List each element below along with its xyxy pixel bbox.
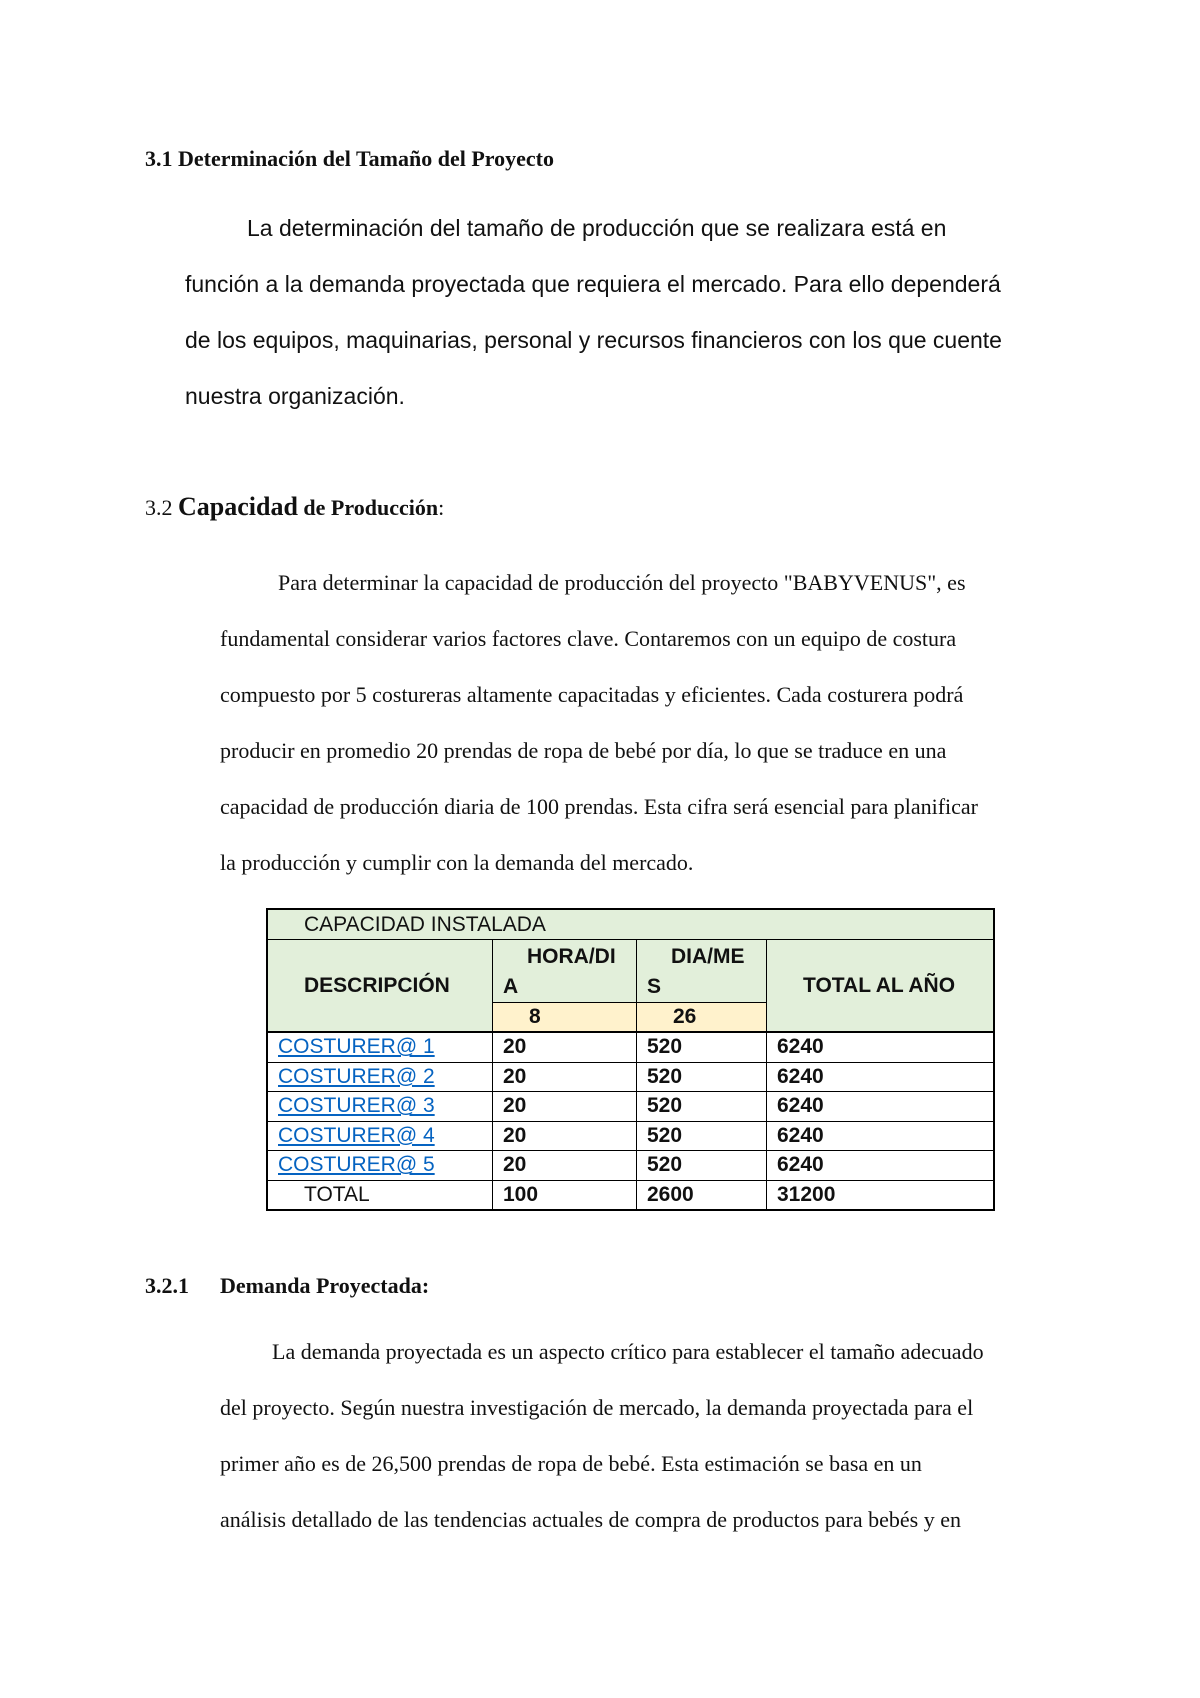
header-days-bottom: S (647, 975, 662, 998)
heading-capacidad: Capacidad (178, 492, 298, 521)
per-year-cell: 6240 (767, 1062, 995, 1092)
per-day-cell: 20 (493, 1062, 637, 1092)
param-days: 26 (637, 1003, 767, 1033)
heading-number: 3.2.1 (145, 1273, 189, 1298)
paragraph-3-1 (185, 200, 1065, 424)
paragraph-line: producir en promedio 20 prendas de ropa de bebé por día, lo que se traduce en una (220, 738, 947, 763)
table-title: CAPACIDAD INSTALADA (267, 909, 994, 940)
total-label: TOTAL (267, 1180, 493, 1210)
header-days (637, 940, 767, 1003)
header-hours-bottom: A (503, 975, 519, 998)
per-day-cell: 20 (493, 1092, 637, 1122)
table-row (267, 1121, 994, 1151)
seamstress-link[interactable]: COSTURER@ 2 (267, 1062, 493, 1092)
paragraph-3-2 (220, 555, 1100, 891)
heading-3-2-1 (145, 1273, 429, 1299)
header-hours-top: HORA/DI (527, 945, 616, 968)
paragraph-line: de los equipos, maquinarias, personal y recursos financieros con los que cuente (185, 327, 1002, 353)
heading-3-1: 3.1 Determinación del Tamaño del Proyecto (145, 146, 554, 171)
heading-3-2 (145, 492, 444, 522)
paragraph-3-2-1 (220, 1324, 1100, 1548)
header-days-top: DIA/ME (671, 945, 745, 968)
paragraph-line: La determinación del tamaño de producción que se realizara está en (247, 215, 947, 241)
heading-number: 3.2 (145, 495, 178, 520)
per-month-cell: 520 (637, 1092, 767, 1122)
per-year-cell: 6240 (767, 1121, 995, 1151)
seamstress-link[interactable]: COSTURER@ 1 (267, 1032, 493, 1062)
paragraph-line: La demanda proyectada es un aspecto crítico para establecer el tamaño adecuado (272, 1339, 984, 1364)
total-per-year: 31200 (767, 1180, 995, 1210)
total-per-month: 2600 (637, 1180, 767, 1210)
paragraph-line: función a la demanda proyectada que requiera el mercado. Para ello dependerá (185, 271, 1001, 297)
total-row (267, 1180, 994, 1210)
paragraph-line: nuestra organización. (185, 383, 405, 409)
total-per-day: 100 (493, 1180, 637, 1210)
paragraph-line: Para determinar la capacidad de producción del proyecto "BABYVENUS", es (278, 570, 966, 595)
per-year-cell: 6240 (767, 1151, 995, 1181)
param-hours: 8 (493, 1003, 637, 1033)
per-day-cell: 20 (493, 1121, 637, 1151)
header-total: TOTAL AL AÑO (767, 940, 995, 1033)
per-day-cell: 20 (493, 1151, 637, 1181)
table-row (267, 1151, 994, 1181)
capacity-table (266, 908, 995, 1211)
per-year-cell: 6240 (767, 1032, 995, 1062)
seamstress-link[interactable]: COSTURER@ 3 (267, 1092, 493, 1122)
per-year-cell: 6240 (767, 1092, 995, 1122)
seamstress-link[interactable]: COSTURER@ 4 (267, 1121, 493, 1151)
paragraph-line: fundamental considerar varios factores clave. Contaremos con un equipo de costura (220, 626, 957, 651)
paragraph-line: primer año es de 26,500 prendas de ropa de bebé. Esta estimación se basa en un (220, 1451, 922, 1476)
per-day-cell: 20 (493, 1032, 637, 1062)
per-month-cell: 520 (637, 1121, 767, 1151)
seamstress-link[interactable]: COSTURER@ 5 (267, 1151, 493, 1181)
table-row (267, 1032, 994, 1062)
paragraph-line: la producción y cumplir con la demanda del mercado. (220, 850, 694, 875)
per-month-cell: 520 (637, 1062, 767, 1092)
header-hours (493, 940, 637, 1003)
heading-text: Demanda Proyectada: (220, 1273, 430, 1298)
per-month-cell: 520 (637, 1032, 767, 1062)
header-description: DESCRIPCIÓN (267, 940, 493, 1033)
paragraph-line: del proyecto. Según nuestra investigación de mercado, la demanda proyectada para el (220, 1395, 974, 1420)
table-row (267, 1062, 994, 1092)
heading-rest: de Producción (297, 495, 439, 520)
paragraph-line: compuesto por 5 costureras altamente capacitadas y eficientes. Cada costurera podrá (220, 682, 964, 707)
heading-colon: : (438, 495, 445, 520)
paragraph-line: capacidad de producción diaria de 100 prendas. Esta cifra será esencial para planificar (220, 794, 979, 819)
table-row (267, 1092, 994, 1122)
per-month-cell: 520 (637, 1151, 767, 1181)
paragraph-line: análisis detallado de las tendencias actuales de compra de productos para bebés y en (220, 1507, 961, 1532)
